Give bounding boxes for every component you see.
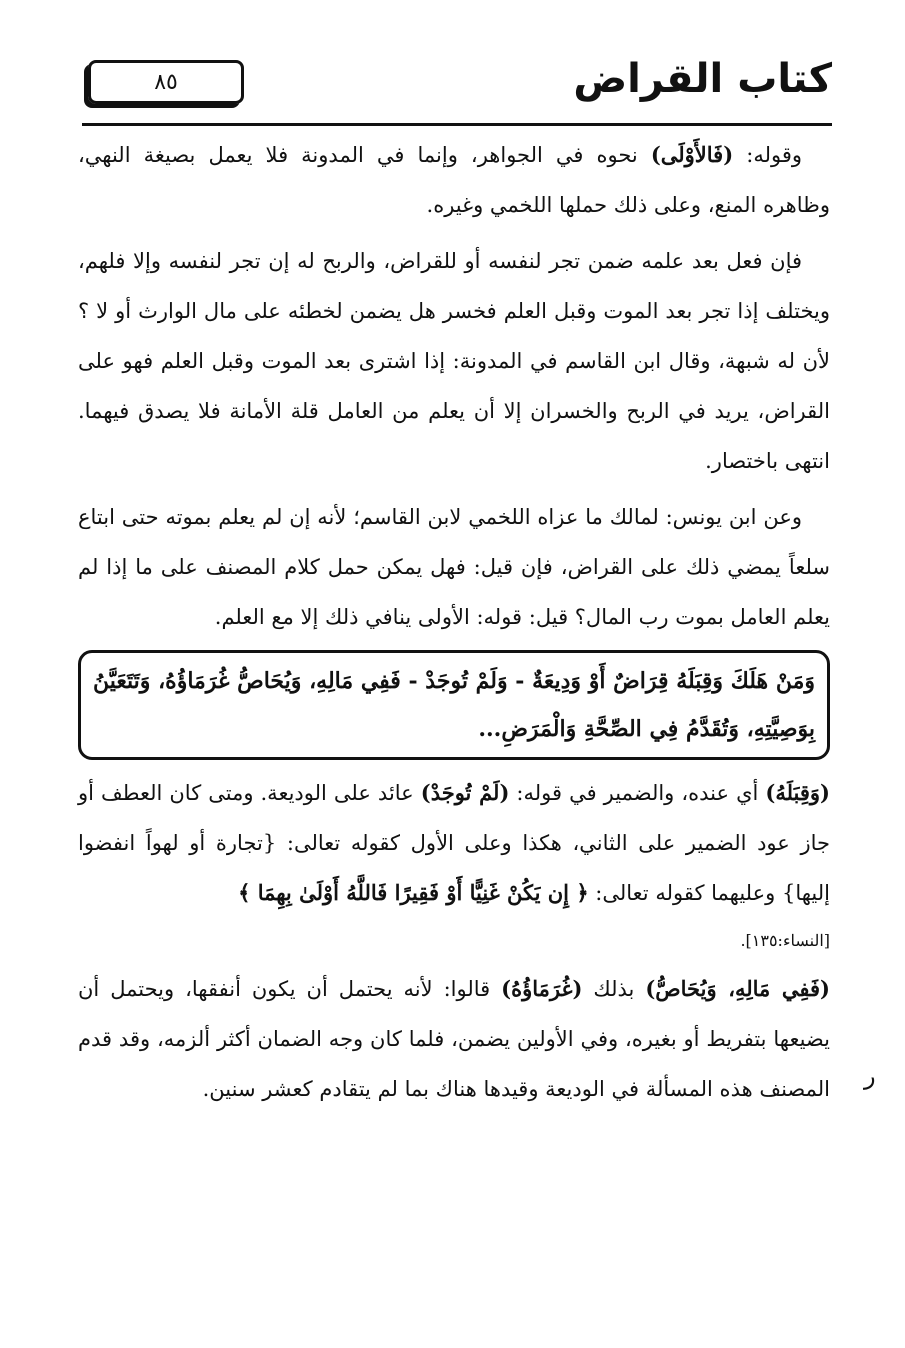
paragraph-5-part-1: بذلك [582, 977, 646, 1001]
paragraph-3: وعن ابن يونس: لمالك ما عزاه اللخمي لابن القاسم؛ لأنه إن لم يعلم بموته حتى ابتاع سلعاً يمضي ذلك على القراض، فإن قيل: فهل يمكن حمل كلام المصنف على ما إذا لم يعلم العامل بموت رب المال؟ قيل: قوله: الأولى ينافي ذلك إلا مع العلم. [78, 505, 830, 629]
paragraph-5-term-2: (غُرَمَاؤُهُ) [501, 976, 583, 1001]
page-header [82, 52, 832, 126]
quran-verse: ﴿ إِن يَكُنْ غَنِيًّا أَوْ فَقِيرًا فَاللَّهُ أَوْلَىٰ بِهِمَا ﴾ [238, 880, 589, 905]
paragraph-4 [78, 768, 830, 918]
margin-mark: ر [864, 1062, 876, 1090]
verse-citation: [النساء:١٣٥]. [740, 931, 830, 950]
paragraph-2: فإن فعل بعد علمه ضمن تجر لنفسه أو للقراض، والربح له إن تجر لنفسه وإلا فلهم، ويختلف إذا تجر بعد الموت وقبل العلم فخسر هل يضمن لخطئه على مال الوارث أو لا ؟ لأن له شبهة، وقال ابن القاسم في المدونة: إذا اشترى بعد الموت وقبل العلم فهو على القراض، يريد في الربح والخسران إلا أن يعلم من العامل قلة الأمانة فلا يصدق فيهما. انتهى باختصار. [78, 249, 830, 473]
header-rule [82, 123, 832, 126]
page-number: ٨٥ [154, 69, 178, 95]
paragraph-5-term-1: (فَفِي مَالِهِ، وَيُحَاصُّ) [645, 976, 830, 1001]
paragraph-4-term-1: (وَقِبَلَهُ) [765, 780, 830, 805]
paragraph-1-lead: وقوله: [733, 143, 802, 167]
matn-text: وَمَنْ هَلَكَ وَقِبَلَهُ قِرَاضٌ أَوْ وَدِيعَةٌ - وَلَمْ تُوجَدْ - فَفِي مَالِهِ، وَيُحَاصُّ غُرَمَاؤُهُ، وَتَتَعَيَّنُ بِوَصِيَّتِهِ، وَتُقَدَّمُ فِي الصِّحَّةِ وَالْمَرَضِ... [93, 668, 815, 742]
paragraph-4-term-2: (لَمْ تُوجَدْ) [420, 780, 510, 805]
page-number-box [88, 60, 244, 104]
paragraph-5-part-2: قالوا: لأنه يحتمل أن يكون أنفقها، ويحتمل أن يضيعها بتفريط أو بغيره، وفي الأولين يضمن، فلما كان وجه الضمان أكثر ألزمه، وقد قدم المصنف هذه المسألة في الوديعة وقيدها هناك بما لم يتقادم كعشر سنين. [78, 977, 830, 1101]
paragraph-1 [78, 130, 830, 230]
paragraph-1-term: (فَالأَوْلَى) [650, 142, 734, 167]
paragraph-5 [78, 964, 830, 1114]
body-text [78, 130, 830, 1114]
paragraph-4-part-1: أي عنده، والضمير في قوله: [509, 781, 766, 805]
paragraph-1-rest: نحوه في الجواهر، وإنما في المدونة فلا يعمل بصيغة النهي، وظاهره المنع، وعلى ذلك حملها اللخمي وغيره. [78, 143, 830, 217]
running-title: كتاب القراض [573, 56, 832, 102]
paragraph-4-part-2: عائد على الوديعة. ومتى كان العطف أو جاز عود الضمير على الثاني، هكذا وعلى الأول كقوله تعالى: {تجارة أو لهواً انفضوا إليها} وعليهما كقوله تعالى: [78, 781, 830, 905]
matn-box [78, 650, 830, 760]
